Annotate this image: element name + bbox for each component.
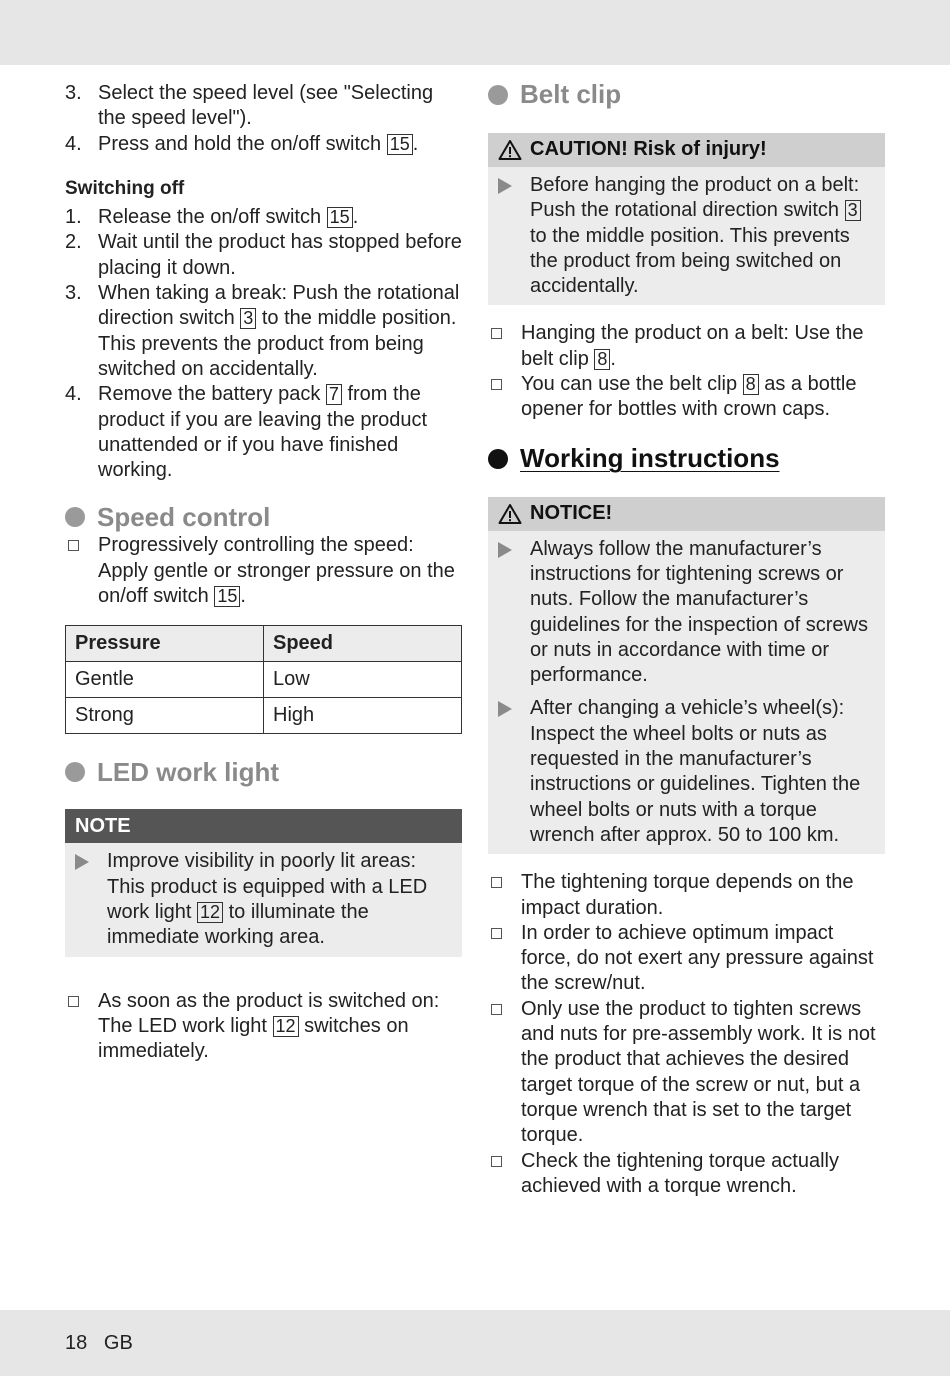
step-text-end: to the middle position. This prevents the product from being switched on accidentally.	[98, 307, 457, 380]
list-item	[488, 321, 885, 372]
list-item	[65, 989, 462, 1065]
right-column	[488, 81, 885, 1199]
list-text: Check the tightening torque actually achieved with a torque wrench.	[521, 1149, 839, 1197]
step-item	[65, 132, 462, 157]
caution-body	[488, 167, 885, 305]
note-item	[75, 849, 452, 950]
switching-off-heading: Switching off	[65, 177, 185, 199]
square-bullet-icon	[491, 1156, 502, 1167]
step-text: When taking a break: Push the rotational direction switch	[98, 282, 460, 330]
caution-text-end: to the middle position. This prevents the product from being switched on accidentally.	[530, 224, 850, 298]
table-cell: Gentle	[66, 662, 264, 698]
triangle-bullet-icon	[498, 701, 512, 717]
list-text-end: as a bottle opener for bottles with crown caps.	[521, 373, 857, 421]
notice-body	[488, 531, 885, 855]
list-item	[488, 870, 885, 921]
step-text: Remove the battery pack	[98, 383, 326, 406]
working-instructions-heading	[488, 439, 885, 479]
table-cell: Strong	[66, 698, 264, 734]
caution-text: Before hanging the product on a belt: Push the rotational direction switch	[530, 174, 860, 222]
page-number: 18	[65, 1332, 88, 1354]
square-bullet-icon	[491, 928, 502, 939]
list-text: Hanging the product on a belt: Use the belt clip	[521, 322, 864, 370]
language-code: GB	[103, 1332, 133, 1354]
speed-table	[65, 625, 462, 734]
notice-box	[488, 497, 885, 855]
step-number: 4.	[65, 132, 82, 155]
caution-header	[488, 133, 885, 167]
table-cell: High	[264, 698, 462, 734]
part-reference: 7	[326, 384, 342, 405]
part-reference: 15	[387, 134, 413, 155]
step-item	[65, 382, 462, 483]
square-bullet-icon	[491, 379, 502, 390]
step-text: Wait until the product has stopped before placing it down.	[98, 231, 462, 279]
table-cell: Low	[264, 662, 462, 698]
step-text: Press and hold the on/off switch	[98, 132, 387, 155]
triangle-bullet-icon	[498, 542, 512, 558]
notice-header	[488, 497, 885, 531]
part-reference: 3	[845, 200, 861, 221]
table-row	[66, 662, 462, 698]
notice-item	[498, 696, 875, 848]
note-text: Improve visibility in poorly lit areas: This product is equipped with a LED work light	[107, 850, 428, 923]
notice-text: Always follow the manufacturer’s instructions for tightening screws or nuts. Follow the manufacturer’s guidelines for the inspection of screws or nuts in accordance with time or performance.	[530, 537, 868, 687]
step-text: Select the speed level (see "Selecting the speed level").	[98, 82, 434, 130]
warning-triangle-icon	[498, 503, 522, 525]
page-footer	[65, 1331, 133, 1356]
part-reference: 8	[743, 374, 759, 395]
note-box	[65, 809, 462, 956]
section-dot-icon	[488, 85, 508, 105]
note-label: NOTE	[65, 809, 462, 843]
section-dot-icon	[65, 762, 85, 782]
notice-item	[498, 537, 875, 689]
note-body	[65, 843, 462, 956]
list-item	[488, 1149, 885, 1200]
page-footer-band	[0, 1310, 950, 1376]
list-item	[488, 372, 885, 423]
note-text-end: to illuminate the immediate working area.	[107, 900, 369, 949]
left-column	[65, 81, 462, 1064]
step-text-end: .	[352, 206, 359, 229]
list-text: Only use the product to tighten screws and nuts for pre-assembly work. It is not the product that achieves the desired target torque of the screw or nut, but a torque wrench that is set to the target torque.	[521, 997, 876, 1147]
part-reference: 3	[240, 308, 256, 329]
list-text: Progressively controlling the speed: Apply gentle or stronger pressure on the on/off switch	[98, 534, 455, 608]
section-title: Working instructions	[520, 443, 780, 474]
square-bullet-icon	[491, 877, 502, 888]
step-number: 3.	[65, 282, 82, 305]
notice-label: NOTICE!	[530, 502, 613, 525]
list-text-end: .	[610, 347, 616, 370]
list-text: You can use the belt clip	[521, 373, 743, 396]
list-item	[488, 921, 885, 997]
step-text: Release the on/off switch	[98, 206, 327, 229]
table-header-cell: Speed	[264, 626, 462, 662]
list-text: As soon as the product is switched on: The LED work light	[98, 989, 440, 1037]
led-work-light-heading	[65, 752, 462, 792]
part-reference: 12	[197, 902, 223, 923]
table-row	[66, 698, 462, 734]
triangle-bullet-icon	[75, 854, 89, 870]
list-text-end: .	[240, 585, 246, 608]
part-reference: 8	[594, 349, 610, 370]
step-number: 2.	[65, 231, 82, 254]
step-number: 4.	[65, 383, 82, 406]
section-title: Belt clip	[520, 79, 622, 110]
section-title: Speed control	[97, 501, 271, 532]
table-header-row	[66, 626, 462, 662]
section-title: LED work light	[97, 756, 279, 787]
notice-text: After changing a vehicle’s wheel(s): Inspect the wheel bolts or nuts as requested in the manufacturer’s instructions or guidelines. Tighten the wheel bolts or nuts with a torque wrench after approx. 50 to 100 km.	[530, 697, 861, 846]
part-reference: 15	[327, 207, 353, 228]
step-number: 3.	[65, 82, 82, 104]
belt-clip-heading	[488, 75, 885, 115]
square-bullet-icon	[491, 328, 502, 339]
part-reference: 12	[273, 1016, 299, 1037]
step-text-end: from the product if you are leaving the product unattended or if you have finished working.	[98, 383, 428, 482]
step-item	[65, 281, 462, 382]
list-item	[65, 533, 462, 609]
caution-label: CAUTION! Risk of injury!	[530, 138, 767, 161]
square-bullet-icon	[68, 540, 79, 551]
triangle-bullet-icon	[498, 178, 512, 194]
step-item	[65, 230, 462, 281]
section-dot-icon	[65, 507, 85, 527]
square-bullet-icon	[68, 996, 79, 1007]
table-header-cell: Pressure	[66, 626, 264, 662]
list-text: The tightening torque depends on the impact duration.	[521, 871, 854, 919]
step-text-end: .	[412, 132, 419, 155]
speed-control-heading	[65, 497, 462, 537]
page-header-band	[0, 0, 950, 65]
caution-item	[498, 173, 875, 299]
part-reference: 15	[214, 586, 240, 607]
section-dot-icon	[488, 449, 508, 469]
list-text-end: switches on immediately.	[98, 1014, 409, 1063]
warning-triangle-icon	[498, 139, 522, 161]
step-item	[65, 81, 462, 132]
list-text: In order to achieve optimum impact force, do not exert any pressure against the screw/nut.	[521, 921, 874, 995]
caution-box	[488, 133, 885, 305]
step-number: 1.	[65, 206, 82, 229]
square-bullet-icon	[491, 1004, 502, 1015]
list-item	[488, 997, 885, 1149]
step-item	[65, 205, 462, 230]
